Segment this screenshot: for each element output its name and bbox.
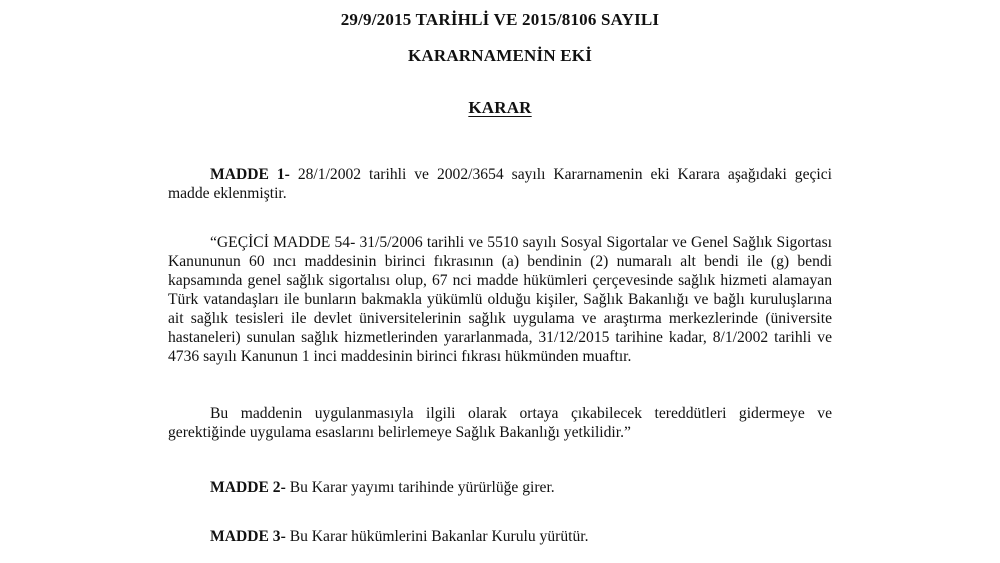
article-2-label: MADDE 2-	[210, 479, 286, 496]
decree-reference-heading: 29/9/2015 TARİHLİ VE 2015/8106 SAYILI	[340, 10, 660, 29]
decree-annex-heading: KARARNAMENİN EKİ	[407, 46, 593, 65]
article-1-paragraph	[168, 165, 832, 203]
article-1-label: MADDE 1-	[210, 166, 290, 183]
article-3-text: Bu Karar hükümlerini Bakanlar Kurulu yürütür.	[285, 528, 589, 545]
document-title: KARAR	[468, 98, 532, 117]
article-1-text: 28/1/2002 tarihli ve 2002/3654 sayılı Kararnamenin eki Karara aşağıdaki geçici madde eklenmiştir.	[168, 166, 833, 202]
article-2-text: Bu Karar yayımı tarihinde yürürlüğe girer.	[285, 479, 555, 496]
temporary-article-paragraph: “GEÇİCİ MADDE 54- 31/5/2006 tarihli ve 5510 sayılı Sosyal Sigortalar ve Genel Sağlık Sigortası Kanununun 60 ıncı maddesinin birinci fıkrasının (a) bendinin (2) numaralı alt bendi ile (g) bendi kapsamında genel sağlık sigortalısı olup, 67 nci madde hükümleri çerçevesinde sağlık hizmeti alamayan Türk vatandaşları ile bunların bakmakla yükümlü olduğu kişiler, Sağlık Bakanlığı ve bağlı kuruluşlarına ait sağlık tesisleri ile devlet üniversitelerinin sağlık uygulama ve araştırma merkezlerinde (üniversite hastaneleri) sunulan sağlık hizmetlerinden yararlanmada, 31/12/2015 tarihine kadar, 8/1/2002 tarihli ve 4736 sayılı Kanunun 1 inci maddesinin birinci fıkrası hükmünden muaftır.	[168, 234, 832, 365]
article-2-paragraph	[168, 478, 832, 497]
article-3-label: MADDE 3-	[210, 528, 286, 545]
implementation-paragraph: Bu maddenin uygulanmasıyla ilgili olarak ortaya çıkabilecek tereddütleri gidermeye ve gerektiğinde uygulama esaslarını belirlemeye Sağlık Bakanlığı yetkilidir.”	[168, 405, 832, 441]
article-3-paragraph	[168, 527, 832, 546]
